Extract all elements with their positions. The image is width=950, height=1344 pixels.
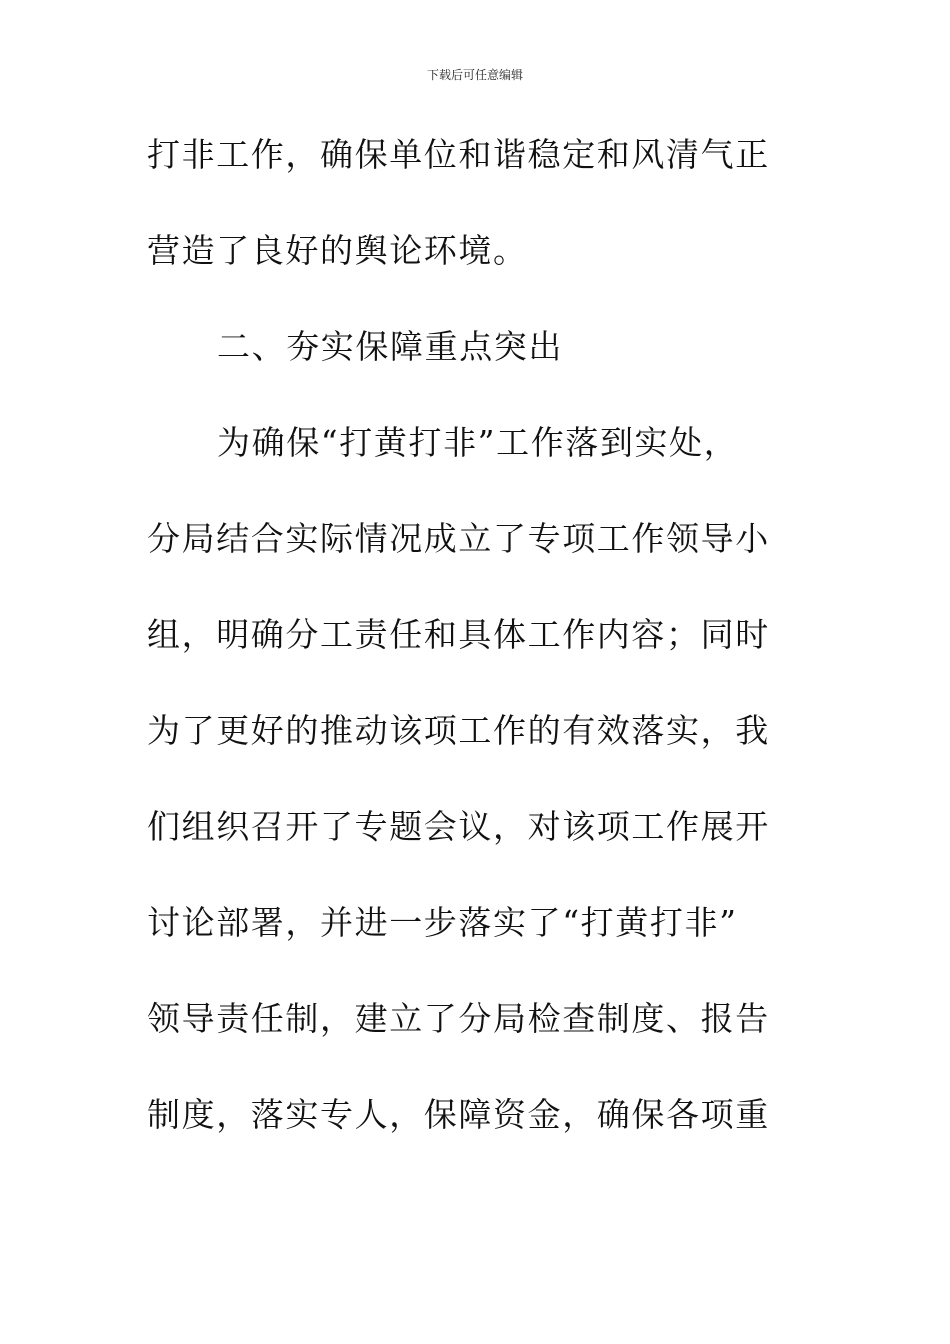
paragraph-line: 为了更好的推动该项工作的有效落实，我	[147, 711, 770, 750]
section-heading: 二、夯实保障重点突出	[217, 327, 563, 366]
paragraph-line: 领导责任制，建立了分局检查制度、报告	[147, 999, 770, 1038]
page-header: 下载后可任意编辑	[426, 68, 523, 82]
paragraph-line: 们组织召开了专题会议，对该项工作展开	[147, 807, 770, 846]
paragraph-line: 组，明确分工责任和具体工作内容；同时	[147, 615, 770, 654]
paragraph-line: 讨论部署，并进一步落实了“打黄打非”	[147, 903, 738, 942]
paragraph-line: 为确保“打黄打非”工作落到实处，	[217, 423, 739, 462]
paragraph-line: 打非工作，确保单位和谐稳定和风清气正	[147, 135, 770, 174]
paragraph-line: 制度，落实专人，保障资金，确保各项重	[147, 1095, 770, 1134]
document-body	[147, 122, 807, 1178]
paragraph-line: 营造了良好的舆论环境。	[147, 231, 528, 270]
paragraph-line: 分局结合实际情况成立了专项工作领导小	[147, 519, 770, 558]
